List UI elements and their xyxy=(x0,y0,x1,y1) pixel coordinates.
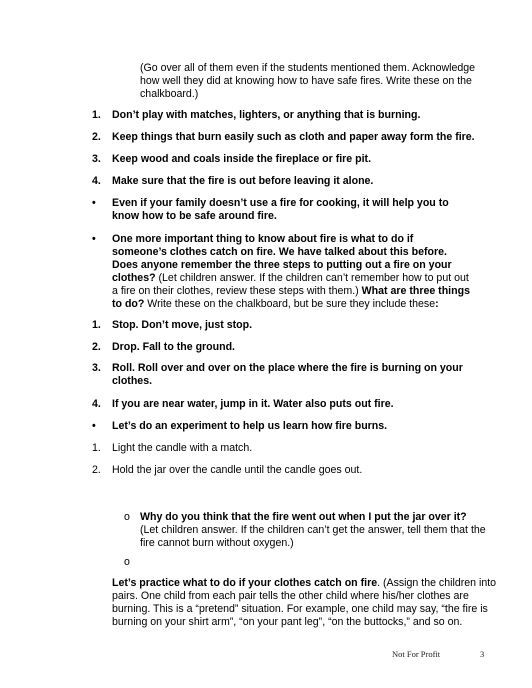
sub-bullet-marker: o xyxy=(124,556,130,568)
list-item-text: Keep wood and coals inside the fireplace or fire pit. xyxy=(112,153,372,165)
bullet-marker: • xyxy=(92,420,96,432)
list-item-text: Keep things that burn easily such as cloth and paper away form the fire. xyxy=(112,131,475,143)
bold-text: What are three things to do? xyxy=(112,285,470,310)
page-number: 3 xyxy=(480,649,485,659)
list-number: 1. xyxy=(92,109,101,121)
bullet-text xyxy=(112,233,470,311)
list-item-text: Drop. Fall to the ground. xyxy=(112,341,235,353)
list-number: 1. xyxy=(92,319,101,331)
list-item-text: Hold the jar over the candle until the candle goes out. xyxy=(112,464,363,476)
list-number: 3. xyxy=(92,153,101,165)
list-item-text: If you are near water, jump in it. Water also puts out fire. xyxy=(112,398,394,410)
normal-text: (Let children answer. If the children can’t remember how to put out a fire on their clothes, review these steps with them.) xyxy=(112,272,469,297)
bold-text: : xyxy=(435,298,439,310)
list-number: 2. xyxy=(92,464,101,476)
bold-text: Let’s practice what to do if your clothes catch on fire xyxy=(112,577,378,589)
page-footer xyxy=(392,649,492,659)
list-number: 2. xyxy=(92,131,101,143)
list-item-text: Stop. Don’t move, just stop. xyxy=(112,319,253,331)
list-number: 2. xyxy=(92,341,101,353)
bold-text: One more important thing to know about fire is what to do if someone’s clothes catch on fire. We have talked about this before. Does anyone remember the three steps to putting out a fire on your clothes? xyxy=(112,233,452,284)
sub-bullet-text xyxy=(140,511,496,550)
bold-text: Why do you think that the fire went out when I put the jar over it? xyxy=(140,511,467,523)
bullet-text: Let’s do an experiment to help us learn how fire burns. xyxy=(112,420,388,432)
list-number: 1. xyxy=(92,442,101,454)
list-item-text: Make sure that the fire is out before leaving it alone. xyxy=(112,175,374,187)
normal-text: Write these on the chalkboard, but be sure they include these xyxy=(144,298,436,310)
list-number: 3. xyxy=(92,362,101,374)
sub-bullet-marker: o xyxy=(124,511,130,523)
footer-text: Not For Profit xyxy=(392,649,441,659)
bullet-marker: • xyxy=(92,197,96,209)
practice-paragraph xyxy=(112,577,498,629)
list-number: 4. xyxy=(92,175,101,187)
list-item-text: Don’t play with matches, lighters, or anything that is burning. xyxy=(112,109,421,121)
list-item-text: Light the candle with a match. xyxy=(112,442,253,454)
bullet-text: Even if your family doesn’t use a fire for cooking, it will help you to know how to be safe around fire. xyxy=(112,197,449,222)
intro-note: (Go over all of them even if the students mentioned them. Acknowledge how well they did at knowing how to have safe fires. Write these on the chalkboard.) xyxy=(140,62,476,100)
list-number: 4. xyxy=(92,398,101,410)
normal-text: . (Assign the children into pairs. One child from each pair tells the other child where his/her clothes are burning. This is a “pretend” situation. For example, one child may say, “the fire is burning on your shirt arm”, “on your pant leg”, “on the buttocks,” and so on. xyxy=(112,577,497,628)
normal-text: (Let children answer. If the children can’t get the answer, tell them that the fire cannot burn without oxygen.) xyxy=(140,524,486,549)
bullet-marker: • xyxy=(92,233,96,245)
list-item-text: Roll. Roll over and over on the place where the fire is burning on your clothes. xyxy=(112,362,463,387)
